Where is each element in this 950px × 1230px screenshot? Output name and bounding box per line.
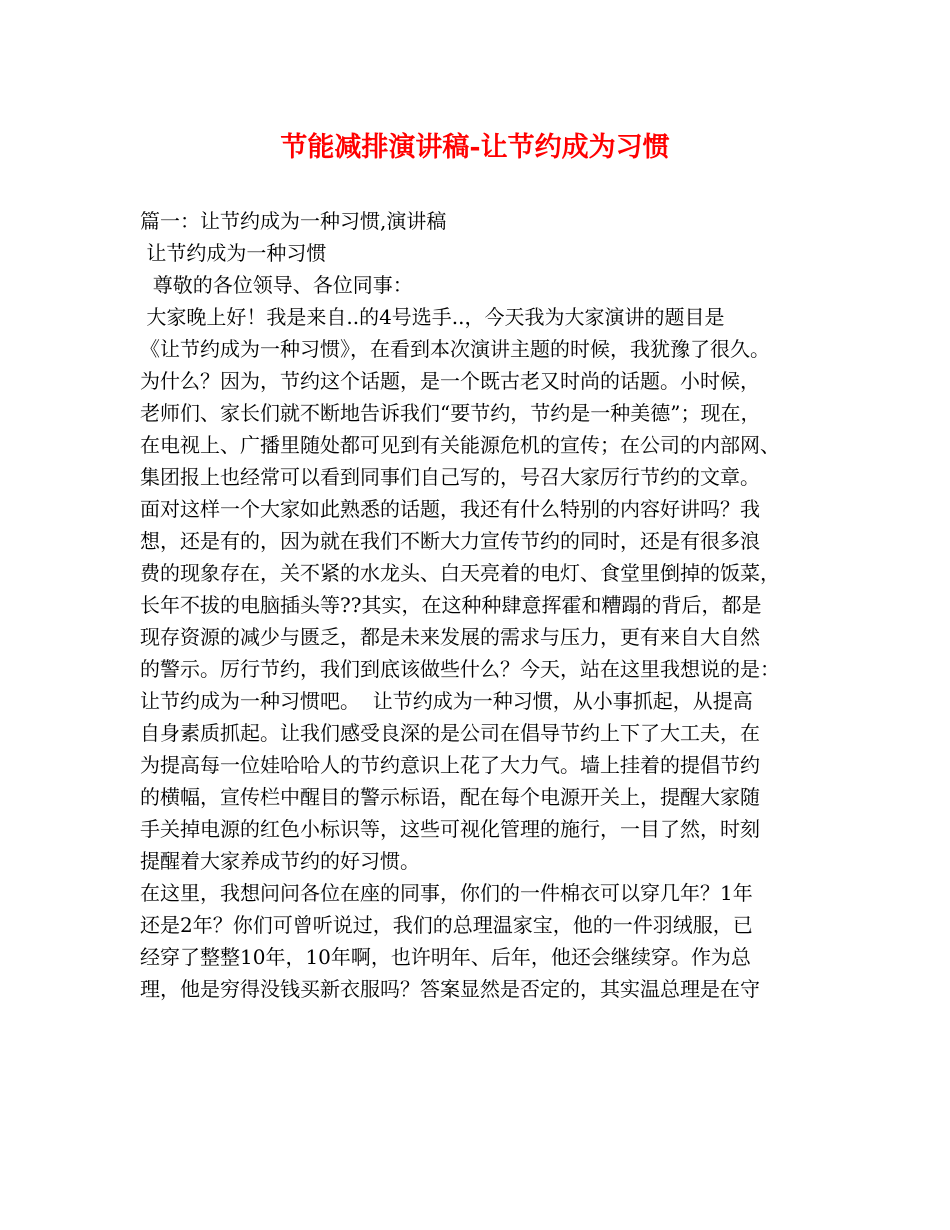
body-line: 提醒着大家养成节约的好习惯。 [140,849,420,873]
body-line: 想，还是有的，因为就在我们不断大力宣传节约的同时，还是有很多浪 [140,529,760,553]
body-line: 《让节约成为一种习惯》，在看到本次演讲主题的时候，我犹豫了很久。 [140,337,770,361]
body-line: 手关掉电源的红色小标识等，这些可视化管理的施行，一目了然，时刻 [140,817,760,841]
body-line: 让节约成为一种习惯吧。 让节约成为一种习惯，从小事抓起，从提高 [140,689,753,713]
body-line: 费的现象存在，关不紧的水龙头、白天亮着的电灯、食堂里倒掉的饭菜， [140,561,780,585]
body-line: 自身素质抓起。让我们感受良深的是公司在倡导节约上下了大工夫，在 [140,721,760,745]
body-line: 长年不拔的电脑插头等??其实，在这种种肆意挥霍和糟蹋的背后，都是 [140,593,762,617]
body-line: 面对这样一个大家如此熟悉的话题，我还有什么特别的内容好讲吗？我 [140,497,760,521]
body-line: 为提高每一位娃哈哈人的节约意识上花了大力气。墙上挂着的提倡节约 [140,753,760,777]
body-line: 现存资源的减少与匮乏，都是未来发展的需求与压力，更有来自大自然 [140,625,760,649]
body-line: 老师们、家长们就不断地告诉我们“要节约，节约是一种美德”；现在， [140,401,761,425]
body-line: 篇一：让节约成为一种习惯,演讲稿 [140,209,447,233]
body-line: 为什么？因为，节约这个话题，是一个既古老又时尚的话题。小时候， [140,369,760,393]
body-line: 大家晚上好！我是来自..的4号选手..，今天我为大家演讲的题目是 [140,305,725,329]
body-line: 的横幅，宣传栏中醒目的警示标语，配在每个电源开关上，提醒大家随 [140,785,760,809]
body-line: 理，他是穷得没钱买新衣服吗？答案显然是否定的，其实温总理是在守 [140,977,760,1001]
body-line: 让节约成为一种习惯 [140,241,327,265]
body-line: 还是2年？你们可曾听说过，我们的总理温家宝，他的一件羽绒服，已 [140,913,753,937]
document-body [140,205,830,1005]
body-line: 经穿了整整10年，10年啊，也许明年、后年，他还会继续穿。作为总 [140,945,751,969]
body-line: 尊敬的各位领导、各位同事： [140,273,413,297]
body-line: 在电视上、广播里随处都可见到有关能源危机的宣传；在公司的内部网、 [140,433,780,457]
body-line: 的警示。厉行节约，我们到底该做些什么？今天，站在这里我想说的是： [140,657,780,681]
document-title: 节能减排演讲稿-让节约成为习惯 [280,132,670,163]
body-line: 在这里，我想问问各位在座的同事，你们的一件棉衣可以穿几年？1年 [140,881,753,905]
body-line: 集团报上也经常可以看到同事们自己写的，号召大家厉行节约的文章。 [140,465,760,489]
